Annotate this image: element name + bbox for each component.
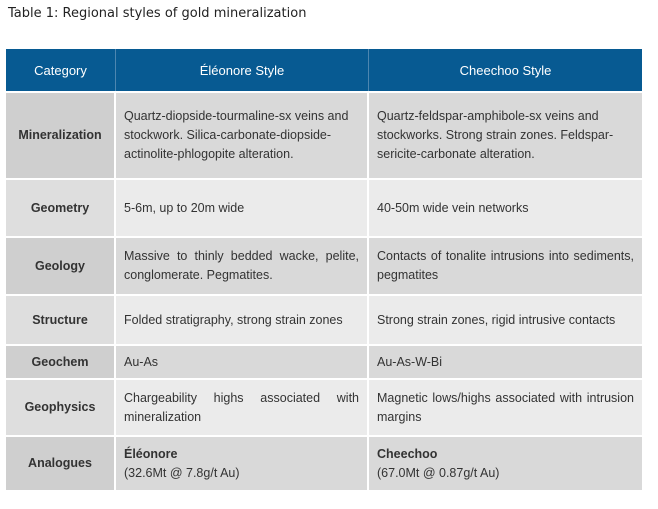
header-cheechoo-style: Cheechoo Style [369,49,642,91]
eleonore-cell: Folded stratigraphy, strong strain zones [116,294,369,344]
cheechoo-cell [369,435,642,490]
eleonore-cell [116,435,369,490]
table-caption: Table 1: Regional styles of gold mineralization [8,6,307,21]
row-category: Mineralization [6,91,116,178]
eleonore-cell: 5-6m, up to 20m wide [116,178,369,236]
eleonore-cell: Massive to thinly bedded wacke, pelite, conglomerate. Pegmatites. [116,236,369,294]
row-category: Geophysics [6,378,116,435]
table-row [6,294,642,344]
row-category: Geometry [6,178,116,236]
eleonore-analogue-name: Éléonore [124,446,178,461]
cheechoo-cell: Magnetic lows/highs associated with intrusion margins [369,378,642,435]
table-row [6,236,642,294]
eleonore-cell: Au-As [116,344,369,378]
cheechoo-cell: Quartz-feldspar-amphibole-sx veins and stockworks. Strong strain zones. Feldspar-sericite-carbonate alteration. [369,91,642,178]
cheechoo-cell: 40-50m wide vein networks [369,178,642,236]
row-category: Structure [6,294,116,344]
header-row [6,49,642,91]
cheechoo-cell: Strong strain zones, rigid intrusive contacts [369,294,642,344]
eleonore-cell: Quartz-diopside-tourmaline-sx veins and stockwork. Silica-carbonate-diopside-actinolite-phlogopite alteration. [116,91,369,178]
cheechoo-analogue-name: Cheechoo [377,446,438,461]
header-eleonore-style: Éléonore Style [116,49,369,91]
table-row [6,435,642,490]
eleonore-analogue-detail: (32.6Mt @ 7.8g/t Au) [124,465,240,480]
row-category: Geochem [6,344,116,378]
table-row [6,178,642,236]
row-category: Geology [6,236,116,294]
row-category: Analogues [6,435,116,490]
cheechoo-cell: Au-As-W-Bi [369,344,642,378]
table-row [6,378,642,435]
gold-styles-table [6,49,642,490]
table-row [6,91,642,178]
eleonore-cell: Chargeability highs associated with mineralization [116,378,369,435]
cheechoo-cell: Contacts of tonalite intrusions into sediments, pegmatites [369,236,642,294]
header-category: Category [6,49,116,91]
cheechoo-analogue-detail: (67.0Mt @ 0.87g/t Au) [377,465,500,480]
table-row [6,344,642,378]
